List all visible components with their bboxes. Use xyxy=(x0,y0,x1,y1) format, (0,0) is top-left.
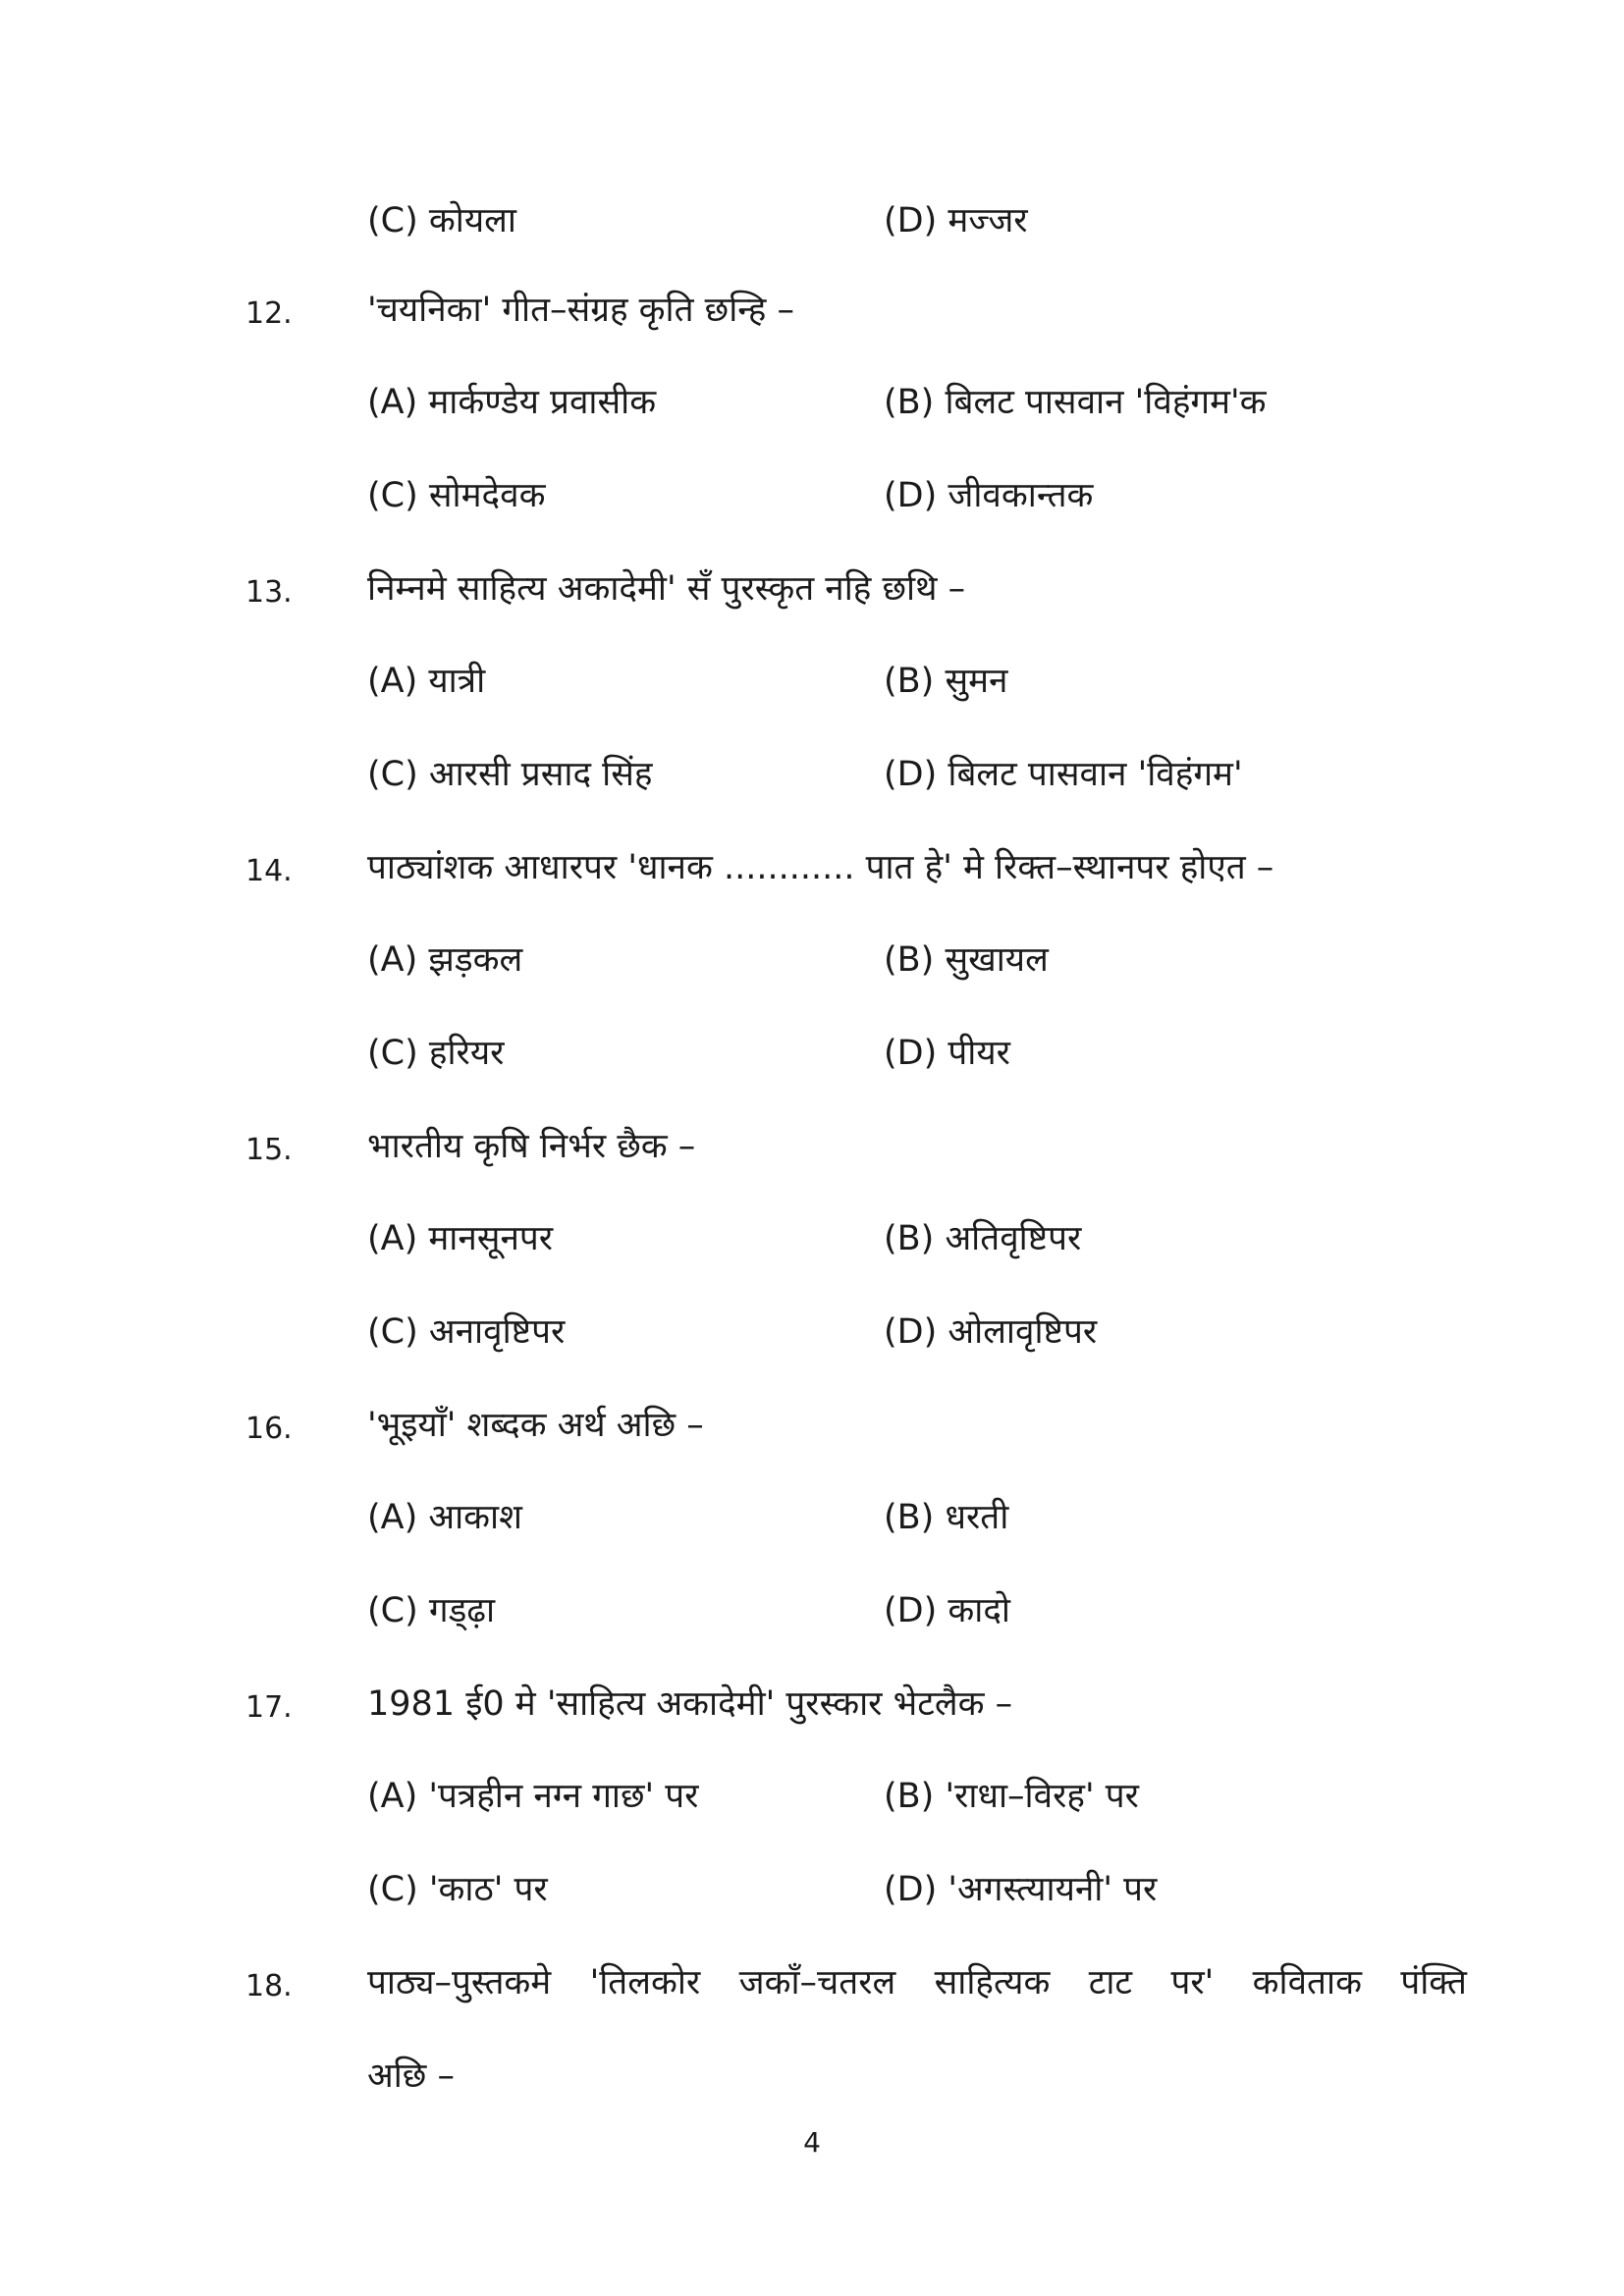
option-c-14: (C) हरियर xyxy=(367,1034,505,1073)
question-text-18 xyxy=(367,1961,1467,2004)
option-d-15: (D) ओलावृष्टिपर xyxy=(884,1312,1098,1352)
option-b-17: (B) 'राधा–विरह' पर xyxy=(884,1777,1139,1816)
q18-word: साहित्यक xyxy=(934,1963,1051,2002)
option-a-14: (A) झड़कल xyxy=(367,940,523,980)
option-d-prev: (D) मज्जर xyxy=(884,201,1028,240)
option-c-prev: (C) कोयला xyxy=(367,201,516,240)
option-a-16: (A) आकाश xyxy=(367,1498,522,1537)
q18-word: पाठ्य–पुस्तकमे xyxy=(367,1963,552,2002)
option-d-14: (D) पीयर xyxy=(884,1034,1010,1073)
question-text-16: 'भूइयाँ' शब्दक अर्थ अछि – xyxy=(367,1406,704,1445)
option-a-17: (A) 'पत्रहीन नग्न गाछ' पर xyxy=(367,1777,699,1816)
option-b-13: (B) सुमन xyxy=(884,662,1008,701)
option-c-16: (C) गड्ढ़ा xyxy=(367,1591,496,1630)
option-c-13: (C) आरसी प्रसाद सिंह xyxy=(367,755,653,794)
q18-word: पंक्ति xyxy=(1400,1963,1467,2002)
question-text-15: भारतीय कृषि निर्भर छैक – xyxy=(367,1127,696,1166)
option-b-16: (B) धरती xyxy=(884,1498,1009,1537)
question-number-17: 17. xyxy=(245,1690,293,1725)
option-b-14: (B) सुखायल xyxy=(884,940,1049,980)
q18-word: पर' xyxy=(1170,1963,1215,2002)
page-number: 4 xyxy=(803,2126,821,2159)
q18-word: जकाँ–चतरल xyxy=(738,1963,896,2002)
question-text-17: 1981 ई0 मे 'साहित्य अकादेमी' पुरस्कार भेटलैक – xyxy=(367,1684,1013,1724)
question-text-18-line2: अछि – xyxy=(367,2056,455,2096)
q18-word: टाट xyxy=(1088,1963,1133,2002)
question-text-12: 'चयनिका' गीत–संग्रह कृति छन्हि – xyxy=(367,291,794,330)
question-number-16: 16. xyxy=(245,1412,293,1446)
question-number-14: 14. xyxy=(245,854,293,888)
option-a-15: (A) मानसूनपर xyxy=(367,1219,554,1258)
q18-word: कविताक xyxy=(1252,1963,1362,2002)
option-a-13: (A) यात्री xyxy=(367,662,486,701)
question-number-18: 18. xyxy=(245,1969,293,2003)
option-d-13: (D) बिलट पासवान 'विहंगम' xyxy=(884,755,1243,794)
question-text-13: निम्नमे साहित्य अकादेमी' सँ पुरस्कृत नहि छथि – xyxy=(367,569,966,609)
option-c-12: (C) सोमदेवक xyxy=(367,476,546,515)
option-d-16: (D) कादो xyxy=(884,1591,1010,1630)
question-number-15: 15. xyxy=(245,1133,293,1167)
option-a-12: (A) मार्कण्डेय प्रवासीक xyxy=(367,383,657,422)
option-c-15: (C) अनावृष्टिपर xyxy=(367,1312,566,1352)
question-number-13: 13. xyxy=(245,575,293,610)
question-text-14: पाठ्यांशक आधारपर 'धानक ............ पात हे' मे रिक्त–स्थानपर होएत – xyxy=(367,848,1274,887)
q18-word: 'तिलकोर xyxy=(589,1963,701,2002)
option-c-17: (C) 'काठ' पर xyxy=(367,1870,548,1909)
option-d-17: (D) 'अगस्त्यायनी' पर xyxy=(884,1870,1158,1909)
option-b-12: (B) बिलट पासवान 'विहंगम'क xyxy=(884,383,1267,422)
question-number-12: 12. xyxy=(245,296,293,331)
option-b-15: (B) अतिवृष्टिपर xyxy=(884,1219,1082,1258)
option-d-12: (D) जीवकान्तक xyxy=(884,476,1094,515)
